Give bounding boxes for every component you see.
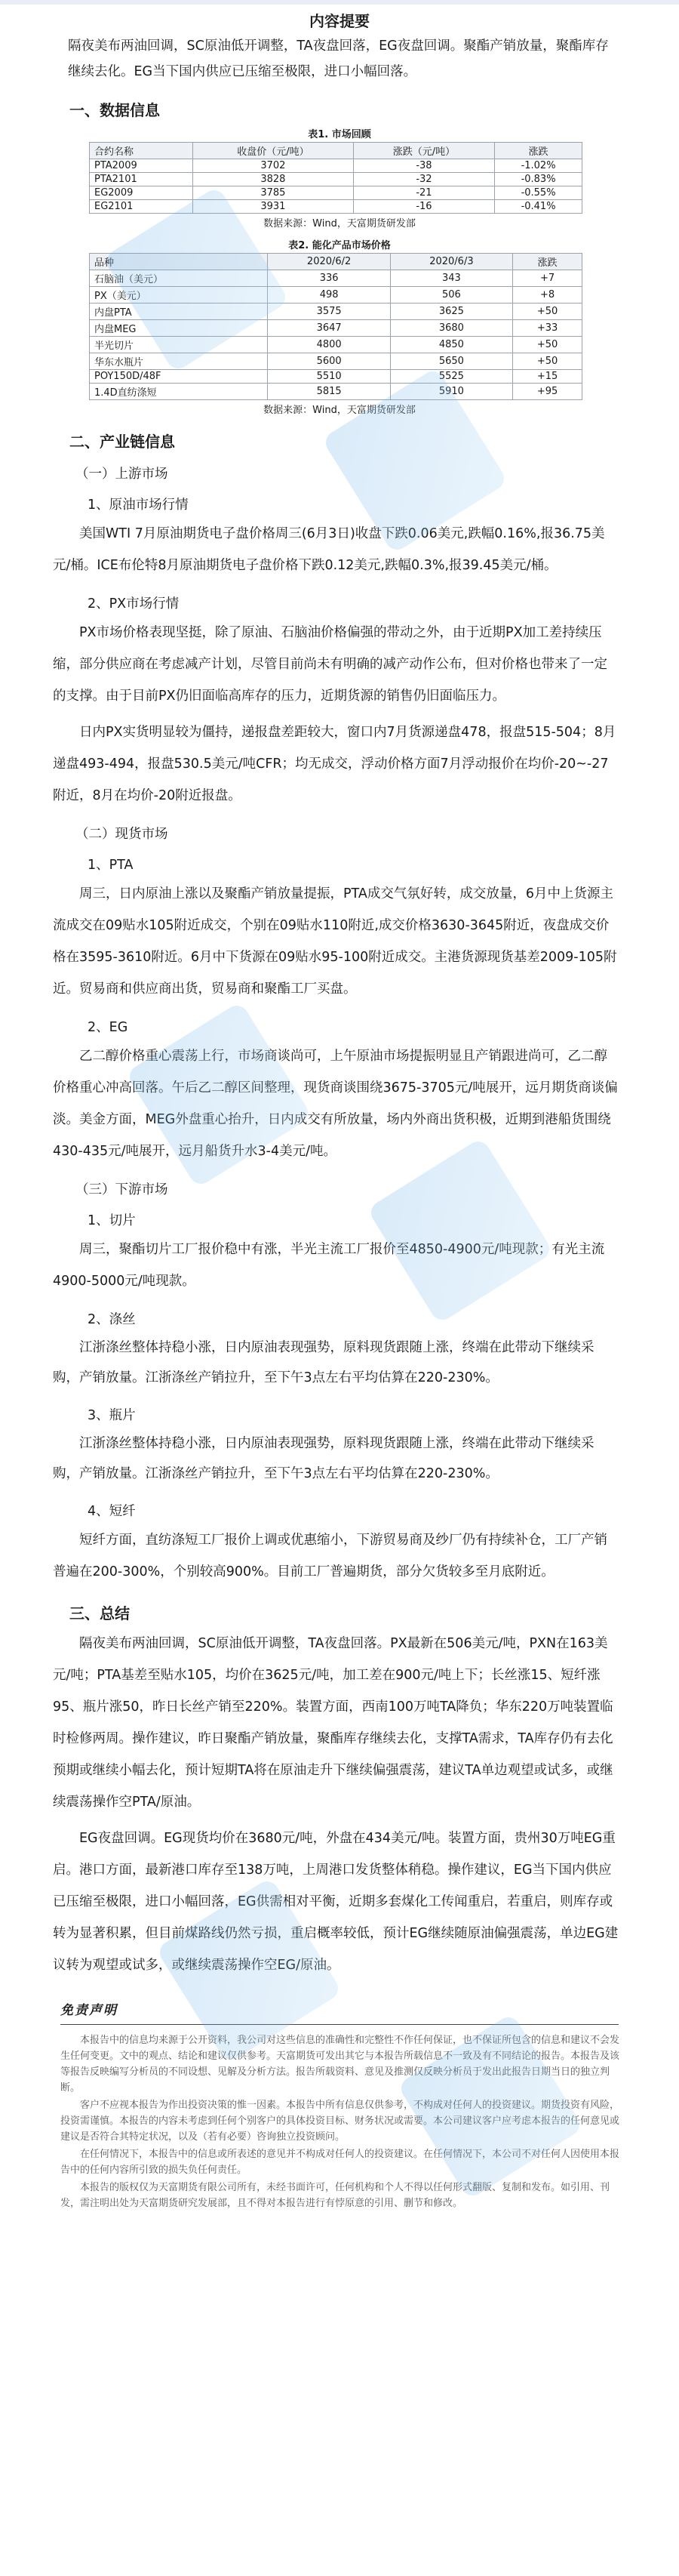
table-cell: 3931 — [192, 200, 353, 214]
summary-text: 隔夜美布两油回调，SC原油低开调整，TA夜盘回落，EG夜盘回调。聚酯产销放量，聚酯库存继续去化。EG当下国内供应已压缩至极限，进口小幅回落。 — [68, 39, 609, 79]
section-heading: 一、数据信息 — [69, 101, 160, 119]
paragraph: 周三，聚酯切片工厂报价稳中有涨，半光主流工厂报价至4850-4900元/吨现款；有光主流4900-5000元/吨现款。 — [53, 1242, 605, 1289]
table-cell: 石脑油（美元） — [90, 270, 268, 287]
table-cell: 5600 — [268, 353, 390, 370]
table-row — [90, 287, 582, 304]
table-row — [90, 370, 582, 384]
header-rule — [0, 0, 679, 5]
table-cell: 498 — [268, 287, 390, 304]
table-row — [90, 159, 582, 173]
table-header-cell: 涨跌 — [495, 143, 582, 159]
table-cell: +33 — [513, 320, 582, 337]
table-cell: 5525 — [390, 370, 512, 384]
table-cell: 华东水瓶片 — [90, 353, 268, 370]
table-header-cell: 品种 — [90, 254, 268, 270]
table-header-cell: 合约名称 — [90, 143, 193, 159]
disclaimer-title: 免责声明 — [60, 2003, 118, 2018]
subsection-heading: （三）下游市场 — [75, 1182, 168, 1197]
table-header-cell: 涨跌（元/吨） — [353, 143, 494, 159]
table-cell: PTA2101 — [90, 173, 193, 186]
table-cell: -38 — [353, 159, 494, 173]
page-title: 内容提要 — [309, 12, 370, 30]
paragraph: 隔夜美布两油回调，SC原油低开调整，TA夜盘回落。PX最新在506美元/吨，PXN在163美元/吨；PTA基差至贴水105，均价在3625元/吨，加工差在900元/吨上下；长丝涨15、短纤涨95、瓶片涨50，昨日长丝产销至220%。装置方面，西南100万吨TA降负；华东220万吨装置临时检修两周。操作建议，昨日聚酯产销放量，聚酯库存继续去化，支撑TA需求，TA库存仍有去化预期或继续小幅去化，预计短期TA将在原油走升下继续偏强震荡，建议TA单边观望或试多，或继续震荡操作空PTA/原油。 — [53, 1636, 613, 1810]
table-row — [90, 270, 582, 287]
topic-heading: 3、瓶片 — [88, 1408, 136, 1423]
paragraph: 美国WTI 7月原油期货电子盘价格周三(6月3日)收盘下跌0.06美元,跌幅0.16%,报36.75美元/桶。ICE布伦特8月原油期货电子盘价格下跌0.12美元,跌幅0.3%,报39.45美元/桶。 — [53, 526, 605, 573]
topic-heading: 1、切片 — [88, 1213, 136, 1228]
table-cell: 336 — [268, 270, 390, 287]
table-row — [90, 337, 582, 353]
section-heading: 二、产业链信息 — [69, 433, 175, 451]
paragraph: 日内PX实货明显较为僵持，递报盘差距较大，窗口内7月货源递盘478，报盘515-504；8月递盘493-494，报盘530.5美元/吨CFR；均无成交，浮动价格方面7月浮动报价在均价-20~-27附近，8月在均价-20附近报盘。 — [53, 725, 616, 803]
table-cell: 4800 — [268, 337, 390, 353]
table-cell: +95 — [513, 384, 582, 400]
table-cell: -32 — [353, 173, 494, 186]
paragraph: 江浙涤丝整体持稳小涨，日内原油表现强势，原料现货跟随上涨，终端在此带动下继续采购，产销放量。江浙涤丝产销拉升，至下午3点左右平均估算在220-230%。 — [53, 1436, 595, 1481]
table-cell: -1.02% — [495, 159, 582, 173]
table-cell: 3702 — [192, 159, 353, 173]
subsection-heading: （二）现货市场 — [75, 827, 168, 842]
table-cell: +15 — [513, 370, 582, 384]
table-cell: 内盘MEG — [90, 320, 268, 337]
market-review-table — [89, 142, 582, 214]
table-header-cell: 2020/6/3 — [390, 254, 512, 270]
paragraph: 江浙涤丝整体持稳小涨，日内原油表现强势，原料现货跟随上涨，终端在此带动下继续采购，产销放量。江浙涤丝产销拉升，至下午3点左右平均估算在220-230%。 — [53, 1340, 595, 1385]
disclaimer-paragraph: 本报告的版权仅为天富期货有限公司所有，未经书面许可，任何机构和个人不得以任何形式翻版、复制和发布。如引用、刊发，需注明出处为天富期货研究发展部，且不得对本报告进行有悖原意的引用、删节和修改。 — [60, 2182, 610, 2209]
section-heading: 三、总结 — [69, 1604, 130, 1622]
table-header-row — [90, 143, 582, 159]
table-row — [90, 320, 582, 337]
table-cell: 3647 — [268, 320, 390, 337]
subsection-heading: （一）上游市场 — [75, 467, 168, 482]
table-cell: -21 — [353, 186, 494, 200]
product-price-table — [89, 253, 582, 400]
table-cell: +50 — [513, 304, 582, 320]
table-cell: 506 — [390, 287, 512, 304]
disclaimer-paragraph: 在任何情况下，本报告中的信息或所表述的意见并不构成对任何人的投资建议。在任何情况下，本公司不对任何人因使用本报告中的任何内容所引致的损失负任何责任。 — [60, 2149, 620, 2176]
topic-heading: 2、涤丝 — [88, 1312, 136, 1327]
table-header-cell: 2020/6/2 — [268, 254, 390, 270]
disclaimer — [60, 1999, 626, 2211]
table-header-cell: 涨跌 — [513, 254, 582, 270]
table-cell: 343 — [390, 270, 512, 287]
paragraph: 周三，日内原油上涨以及聚酯产销放量提振，PTA成交气氛好转，成交放量，6月中上货源主流成交在09贴水105附近成交，个别在09贴水110附近,成交价格3630-3645附近，夜盘成交价格在3595-3610附近。6月中下货源在09贴水95-100附近成交。主港货源现货基差2009-105附近。贸易商和供应商出货，贸易商和聚酯工厂买盘。 — [53, 886, 617, 997]
table-cell: 5510 — [268, 370, 390, 384]
table-row — [90, 173, 582, 186]
paragraph: 短纤方面，直纺涤短工厂报价上调或优惠缩小，下游贸易商及纱厂仍有持续补仓，工厂产销普遍在200-300%，个别较高900%。目前工厂普遍期货，部分欠货较多至月底附近。 — [53, 1533, 607, 1579]
table-cell: 3785 — [192, 186, 353, 200]
table-cell: PTA2009 — [90, 159, 193, 173]
table-cell: EG2009 — [90, 186, 193, 200]
table-row — [90, 186, 582, 200]
table-cell: 5815 — [268, 384, 390, 400]
topic-heading: 4、短纤 — [88, 1504, 136, 1519]
table-cell: 半光切片 — [90, 337, 268, 353]
table-cell: +50 — [513, 353, 582, 370]
table-cell: 5910 — [390, 384, 512, 400]
disclaimer-paragraph: 本报告中的信息均来源于公开资料，我公司对这些信息的准确性和完整性不作任何保证，也不保证所包含的信息和建议不会发生任何变更。文中的观点、结论和建议仅供参考。天富期货可发出其它与本报告所载信息不一致及有不同结论的报告。本报告及该等报告反映编写分析员的不同设想、见解及分析方法。报告所载资料、意见及推测仅反映分析员于发出此报告日期当日的独立判断。 — [60, 2035, 620, 2094]
paragraph: EG夜盘回调。EG现货均价在3680元/吨，外盘在434美元/吨。装置方面，贵州30万吨EG重启。港口方面，最新港口库存至138万吨，上周港口发货整体稍稳。操作建议，EG当下国内供应已压缩至极限，进口小幅回落，EG供需相对平衡，近期多套煤化工传闻重启，若重启，则库存或转为显著积累，但目前煤路线仍然亏损，重启概率较低，预计EG继续随原油偏强震荡，单边EG建议转为观望或试多，或继续震荡操作空EG/原油。 — [53, 1831, 619, 1973]
topic-heading: 2、PX市场行情 — [88, 596, 180, 612]
table-row — [90, 304, 582, 320]
table-source: 数据来源：Wind，天富期货研发部 — [263, 218, 416, 230]
table-cell: +8 — [513, 287, 582, 304]
table-cell: EG2101 — [90, 200, 193, 214]
table-row — [90, 353, 582, 370]
topic-heading: 1、原油市场行情 — [88, 498, 189, 513]
table-row — [90, 200, 582, 214]
topic-heading: 2、EG — [88, 1020, 128, 1035]
table-cell: -0.83% — [495, 173, 582, 186]
table-header-row — [90, 254, 582, 270]
disclaimer-paragraph: 客户不应视本报告为作出投资决策的惟一因素。本报告中所有信息仅供参考，不构成对任何人的投资建议。期货投资有风险，投资需谨慎。本报告的内容未考虑到任何个别客户的具体投资目标、财务状况或需要。本公司建议客户应考虑本报告的任何意见或建议是否符合其特定状况，以及（若有必要）咨询独立投资顾问。 — [60, 2100, 620, 2143]
table-cell: 3625 — [390, 304, 512, 320]
table-cell: PX（美元） — [90, 287, 268, 304]
table-title: 表1. 市场回顾 — [308, 129, 371, 140]
table-cell: 1.4D直纺涤短 — [90, 384, 268, 400]
paragraph: PX市场价格表现坚挺，除了原油、石脑油价格偏强的带动之外，由于近期PX加工差持续压缩，部分供应商在考虑减产计划，尽管目前尚未有明确的减产动作公布，但对价格也带来了一定的支撑。由于目前PX仍旧面临高库存的压力，近期货源的销售仍旧面临压力。 — [53, 625, 607, 704]
table-title: 表2. 能化产品市场价格 — [288, 240, 391, 251]
table-cell: POY150D/48F — [90, 370, 268, 384]
table-cell: 3828 — [192, 173, 353, 186]
table-cell: 内盘PTA — [90, 304, 268, 320]
paragraph: 乙二醇价格重心震荡上行，市场商谈尚可，上午原油市场提振明显且产销跟进尚可，乙二醇价格重心冲高回落。午后乙二醇区间整理，现货商谈围绕3675-3705元/吨展开，远月期货商谈偏淡。美金方面，MEG外盘重心抬升，日内成交有所放量，场内外商出货积极，近期到港船货围绕430-435元/吨展开，远月船货升水3-4美元/吨。 — [53, 1049, 618, 1159]
table-cell: 3680 — [390, 320, 512, 337]
table-cell: +7 — [513, 270, 582, 287]
table-header-cell: 收盘价（元/吨） — [192, 143, 353, 159]
divider — [60, 2024, 619, 2025]
table-cell: -0.55% — [495, 186, 582, 200]
table-cell: 3575 — [268, 304, 390, 320]
table-cell: -0.41% — [495, 200, 582, 214]
table-row — [90, 384, 582, 400]
topic-heading: 1、PTA — [88, 858, 134, 873]
table-cell: -16 — [353, 200, 494, 214]
table-source: 数据来源：Wind，天富期货研发部 — [263, 405, 416, 416]
table-cell: 4850 — [390, 337, 512, 353]
table-cell: +50 — [513, 337, 582, 353]
table-cell: 5650 — [390, 353, 512, 370]
